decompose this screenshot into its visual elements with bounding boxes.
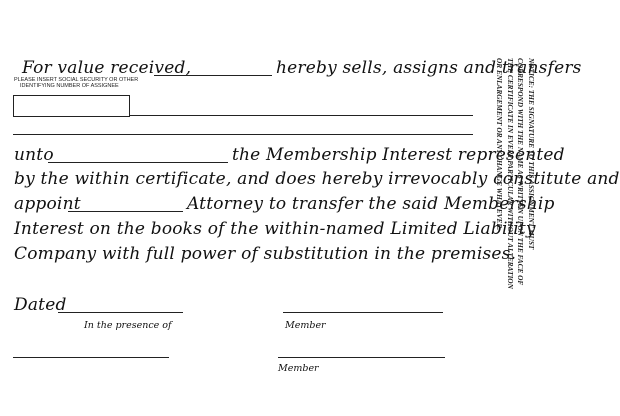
member-label-1: Member [285,320,326,331]
witness-signature-line[interactable] [13,357,169,358]
date-line[interactable] [58,312,183,313]
dated-label: Dated [14,295,67,315]
member-label-2: Member [278,363,319,374]
hereby-sells-text: hereby sells, assigns and transfers [276,58,582,78]
for-value-received-text: For value received, [22,58,192,78]
ssn-label-line1: PLEASE INSERT SOCIAL SECURITY OR OTHER [14,77,139,83]
assignee-name-line-1[interactable] [130,115,473,116]
ssn-label-line2: IDENTIFYING NUMBER OF ASSIGNEE [20,83,119,89]
interest-books-text: Interest on the books of the within-named Limited Liability [14,219,536,239]
company-power-text: Company with full power of substitution in the premises. [14,244,517,264]
assignee-name-line-2[interactable] [13,134,473,135]
signature-notice-text: NOTICE: THE SIGNATURE TO THIS ASSIGNMENT MUST CORRESPOND WITH THE NAME AS WRITTEN UPON THE FACE OF THE CERTIFICATE IN EVERY PARTICULAR WITHOUT ALTERATION OR ENLARGEMENT OR ANY CHANGE WHATEVER. [495,58,536,289]
assignor-name-line[interactable] [154,75,272,76]
unto-blank-line[interactable] [48,162,228,163]
by-within-text: by the within certificate, and does hereby irrevocably constitute and [14,169,620,189]
attorney-name-line[interactable] [68,211,183,212]
unto-text: unto [14,145,54,165]
in-presence-label: In the presence of [84,320,172,331]
member-signature-line-2[interactable] [278,357,445,358]
appoint-text: appoint [14,194,81,214]
assignee-ssn-box[interactable] [13,95,130,117]
attorney-transfer-text: Attorney to transfer the said Membership [187,194,555,214]
member-signature-line-1[interactable] [283,312,443,313]
membership-interest-text: the Membership Interest represented [232,145,565,165]
